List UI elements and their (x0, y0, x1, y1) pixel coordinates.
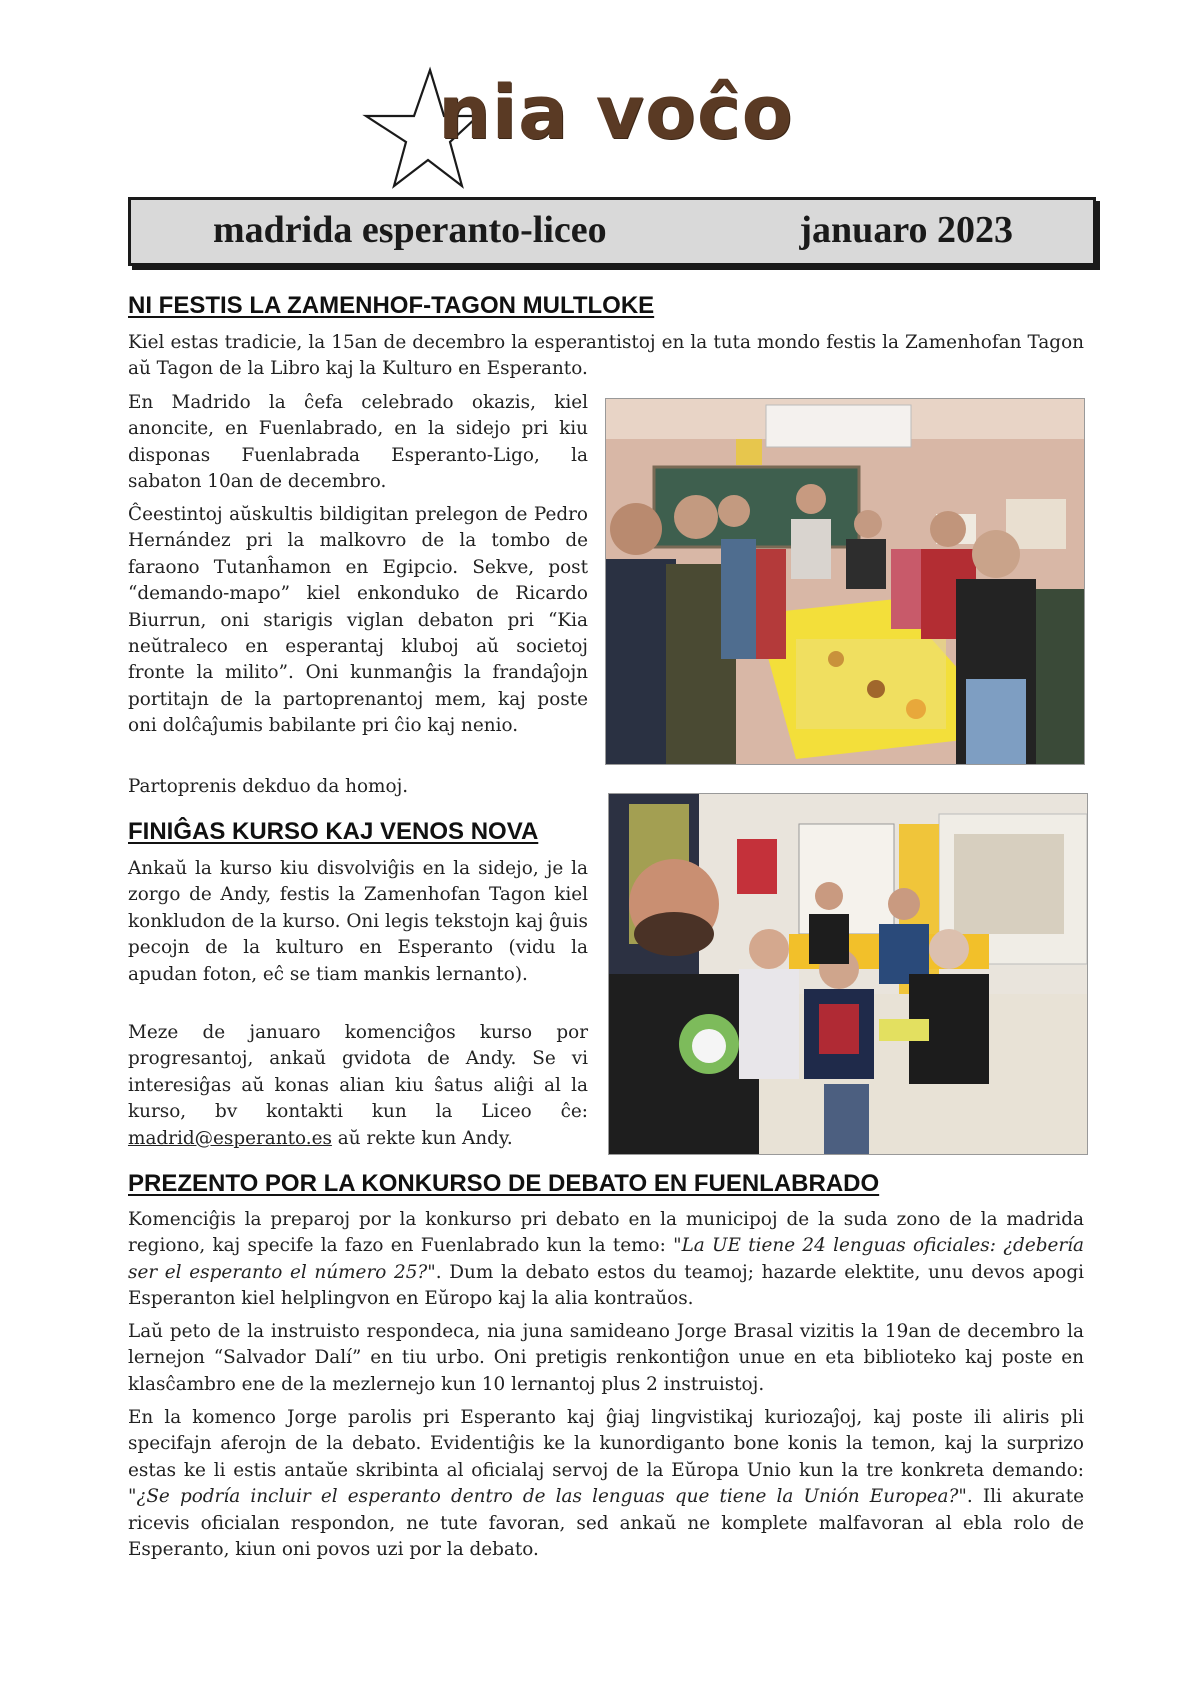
article1-paragraph-1: Kiel estas tradicie, la 15an de decembro la esperantistoj en la tuta mondo festis la Zamenhofan Tagon aŭ Tagon de la Libro kaj la Kulturo en Esperanto. (128, 332, 1084, 380)
article3-paragraph-1 (128, 1207, 1084, 1313)
article3-paragraph-1-text: Komenciĝis la preparoj por la konkurso pri debato en la municipoj de la suda zono de la madrida regiono, kaj specife la fazo en Fuenlabrado kun la temo: (128, 1209, 1084, 1257)
photo-zamenhof-celebration (605, 398, 1085, 765)
article3-paragraph-3 (128, 1405, 1084, 1563)
publisher-name: madrida esperanto-liceo (213, 209, 607, 251)
article-heading-debate: PREZENTO POR LA KONKURSO DE DEBATO EN FUENLABRADO (128, 1170, 880, 1197)
article-heading-zamenhof: NI FESTIS LA ZAMENHOF-TAGON MULTLOKE (128, 292, 655, 319)
title-banner (128, 197, 1096, 266)
article1-paragraph-4: Partoprenis dekduo da homoj. (128, 776, 409, 797)
article3-paragraph-1-end: . Dum la debato estos du teamoj; hazarde elektite, unu devos apogi Esperanton kiel helplingvon en Eŭropo kaj la alia kontraŭos. (128, 1261, 1084, 1310)
article2-paragraph-2-end: aŭ rekte kun Andy. (331, 1127, 513, 1149)
article1-paragraph-3: Ĉeestintoj aŭskultis bildigitan prelegon de Pedro Hernández pri la malkovro de la tombo de faraono Tutanĥamon en Egipcio. Sekve, post “demando-mapo” kiel enkonduko de Ricardo Biurrun, oni starigis viglan debaton pri “Kia neŭtraleco en esperantaj kluboj aŭ societoj fronte la milito”. Oni kunmanĝis la frandaĵojn portitajn de la partoprenantoj mem, kaj poste oni dolĉaĵumis babilante pri ĉio kaj nenio. (128, 504, 588, 737)
article3-paragraph-2: Laŭ peto de la instruisto respondeca, nia juna samideano Jorge Brasal vizitis la 19an de decembro la lernejon “Salvador Dalí” en tiu urbo. Oni pretigis renkontiĝon unue en eta biblioteko kaj poste en klasĉambro ene de la mezlernejo kun 10 lernantoj plus 2 instruistoj. (128, 1321, 1084, 1395)
photo-course-class (608, 793, 1088, 1155)
article-heading-course: FINIĜAS KURSO KAJ VENOS NOVA (128, 818, 539, 845)
eu-question-quote: "¿Se podría incluir el esperanto dentro de las lenguas que tiene la Unión Europea?" (128, 1486, 967, 1508)
article2-paragraph-2 (128, 1020, 588, 1152)
debate-topic-quote: "La UE tiene 24 lenguas oficiales: ¿debería ser el esperanto el número 25?" (128, 1235, 1085, 1283)
logo-title: nia voĉo (438, 70, 794, 156)
issue-date: januaro 2023 (799, 209, 1013, 251)
article3-paragraph-3-end: . Ili akurate ricevis oficialan respondon, ne tute favoran, sed ankaŭ ne komplete malfavoran al ebla rolo de Esperanto, kiun oni povos uzi por la debato. (128, 1486, 1084, 1561)
masthead (360, 66, 794, 196)
article2-paragraph-2-text: Meze de januaro komenciĝos kurso por progresantoj, ankaŭ gvidota de Andy. Se vi interesiĝas aŭ konas alian kiu ŝatus aliĝi al la kurso, bv kontakti kun la Liceo ĉe: (128, 1022, 588, 1123)
article2-paragraph-1: Ankaŭ la kurso kiu disvolviĝis en la sidejo, je la zorgo de Andy, festis la Zamenhofan Tagon kiel konkludon de la kurso. Oni legis tekstojn kaj ĝuis pecojn de la kulturo en Esperanto (vidu la apudan foton, eĉ se tiam mankis lernanto). (128, 858, 588, 985)
article3-paragraph-3-text: En la komenco Jorge parolis pri Esperanto kaj ĝiaj lingvistikaj kuriozaĵoj, kaj poste ili aliris pli specifajn aferojn de la debato. Evidentiĝis ke la kunordiganto bone konis la temon, kaj la surprizo estas ke li estis antaŭe skribinta al oficialaj servoj de la Eŭropa Unio kun la tre konkreta demando: (128, 1407, 1084, 1481)
article1-paragraph-2: En Madrido la ĉefa celebrado okazis, kiel anoncite, en Fuenlabrado, en la sidejo pri kiu disponas Fuenlabrada Esperanto-Ligo, la sabaton 10an de decembro. (128, 392, 588, 493)
email-link[interactable]: madrid@esperanto.es (128, 1127, 332, 1149)
